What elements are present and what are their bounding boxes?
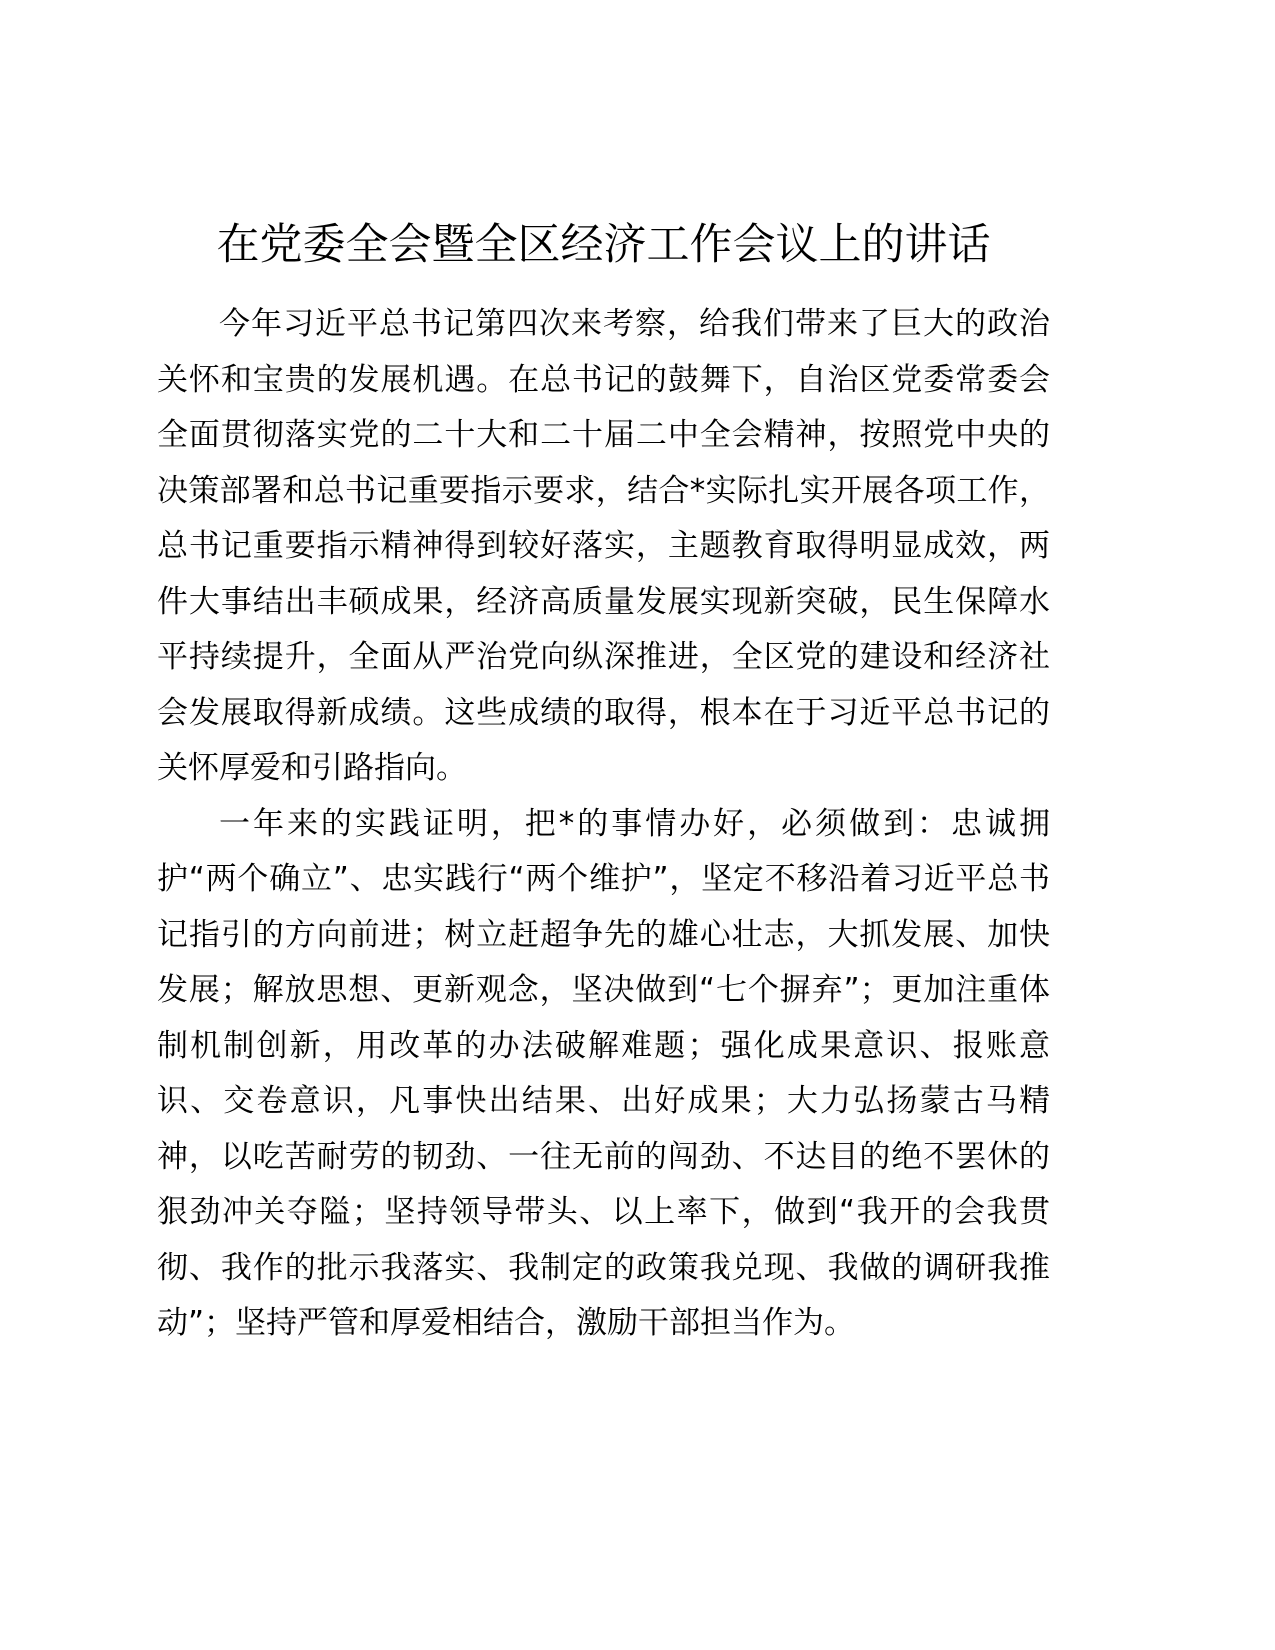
document-page <box>157 217 1050 1352</box>
document-title: 在党委全会暨全区经济工作会议上的讲话 <box>216 220 991 270</box>
paragraph-2: 一年来的实践证明，把*的事情办好，必须做到：忠诚拥护“两个确立”、忠实践行“两个维护”，坚定不移沿着习近平总书记指引的方向前进；树立赶超争先的雄心壮志，大抓发展、加快发展；解放思想、更新观念，坚决做到“七个摒弃”；更加注重体制机制创新，用改革的办法破解难题；强化成果意识、报账意识、交卷意识，凡事快出结果、出好成果；大力弘扬蒙古马精神，以吃苦耐劳的韧劲、一往无前的闯劲、不达目的绝不罢休的狠劲冲关夺隘；坚持领导带头、以上率下，做到“我开的会我贯彻、我作的批示我落实、我制定的政策我兑现、我做的调研我推动”；坚持严管和厚爱相结合，激励干部担当作为。 <box>157 805 1050 1341</box>
paragraph-1: 今年习近平总书记第四次来考察，给我们带来了巨大的政治关怀和宝贵的发展机遇。在总书记的鼓舞下，自治区党委常委会全面贯彻落实党的二十大和二十届二中全会精神，按照党中央的决策部署和总书记重要指示要求，结合*实际扎实开展各项工作，总书记重要指示精神得到较好落实，主题教育取得明显成效，两件大事结出丰硕成果，经济高质量发展实现新突破，民生保障水平持续提升，全面从严治党向纵深推进，全区党的建设和经济社会发展取得新成绩。这些成绩的取得，根本在于习近平总书记的关怀厚爱和引路指向。 <box>157 306 1050 786</box>
